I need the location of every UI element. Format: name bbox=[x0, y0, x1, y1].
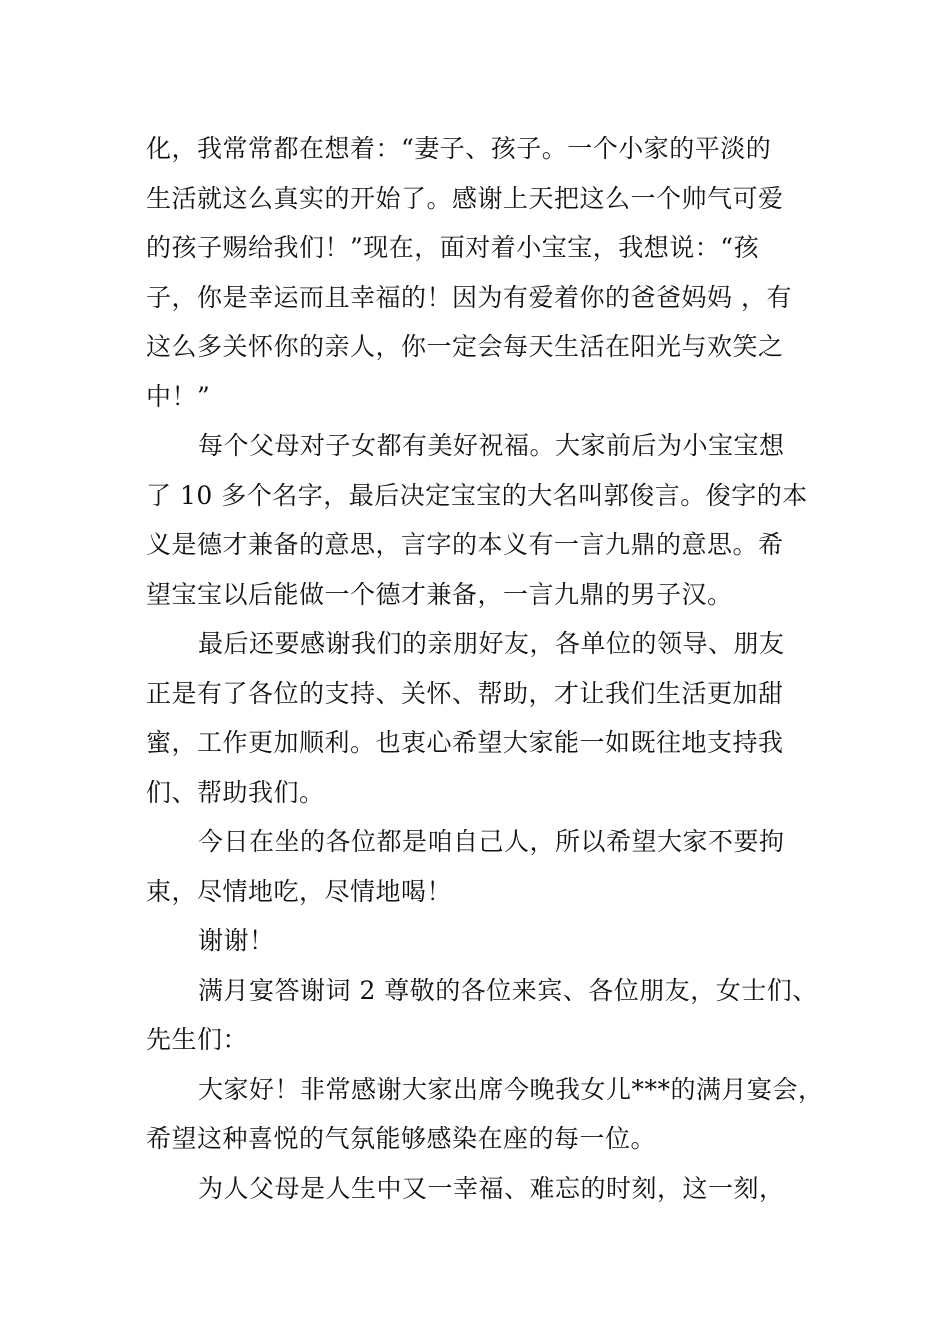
paragraph-speech-2-greeting bbox=[146, 966, 818, 1065]
text-line: 的孩子赐给我们！”现在，面对着小宝宝，我想说：“孩 bbox=[146, 233, 760, 262]
text-line: 生活就这么真实的开始了。感谢上天把这么一个帅气可爱 bbox=[146, 183, 784, 213]
text-line: 正是有了各位的支持、关怀、帮助，才让我们生活更加甜 bbox=[146, 678, 784, 708]
text-line: 了 10 多个名字，最后决定宝宝的大名叫郭俊言。俊字的本 bbox=[146, 480, 808, 510]
text-line: 为人父母是人生中又一幸福、难忘的时刻，这一刻， bbox=[198, 1173, 785, 1203]
text-line: 义是德才兼备的意思，言字的本义有一言九鼎的意思。希 bbox=[146, 530, 784, 559]
document-body bbox=[146, 124, 824, 1213]
text-line: 中！” bbox=[146, 381, 211, 411]
text-line: 们、帮助我们。 bbox=[146, 777, 325, 807]
paragraph-blessing-continuation bbox=[146, 124, 812, 421]
paragraph-thanks-friends bbox=[146, 619, 812, 817]
text-line: 望宝宝以后能做一个德才兼备，一言九鼎的男子汉。 bbox=[146, 579, 733, 609]
text-line: 先生们： bbox=[146, 1025, 249, 1054]
paragraph-naming bbox=[146, 421, 812, 619]
paragraph-parenthood bbox=[146, 1164, 812, 1214]
text-line: 满月宴答谢词 2 尊敬的各位来宾、各位朋友，女士们、 bbox=[198, 975, 818, 1005]
text-line: 谢谢！ bbox=[198, 926, 275, 955]
text-line: 子，你是幸运而且幸福的！因为有爱着你的爸爸妈妈 ，有 bbox=[146, 282, 792, 312]
paragraph-enjoy bbox=[146, 817, 812, 916]
paragraph-welcome bbox=[146, 1065, 824, 1164]
text-line: 每个父母对子女都有美好祝福。大家前后为小宝宝想 bbox=[198, 431, 785, 460]
text-line: 希望这种喜悦的气氛能够感染在座的每一位。 bbox=[146, 1124, 657, 1153]
text-line: 这么多关怀你的亲人，你一定会每天生活在阳光与欢笑之 bbox=[146, 332, 784, 361]
text-line: 最后还要感谢我们的亲朋好友，各单位的领导、朋友 bbox=[198, 629, 785, 658]
text-line: 大家好！非常感谢大家出席今晚我女儿***的满月宴会， bbox=[198, 1074, 824, 1104]
paragraph-thank-you bbox=[146, 916, 812, 966]
text-line: 今日在坐的各位都是咱自己人，所以希望大家不要拘 bbox=[198, 827, 785, 856]
text-line: 束，尽情地吃，尽情地喝！ bbox=[146, 876, 453, 906]
text-line: 化，我常常都在想着：“妻子、孩子。一个小家的平淡的 bbox=[146, 134, 772, 163]
text-line: 蜜，工作更加顺利。也衷心希望大家能一如既往地支持我 bbox=[146, 728, 784, 757]
